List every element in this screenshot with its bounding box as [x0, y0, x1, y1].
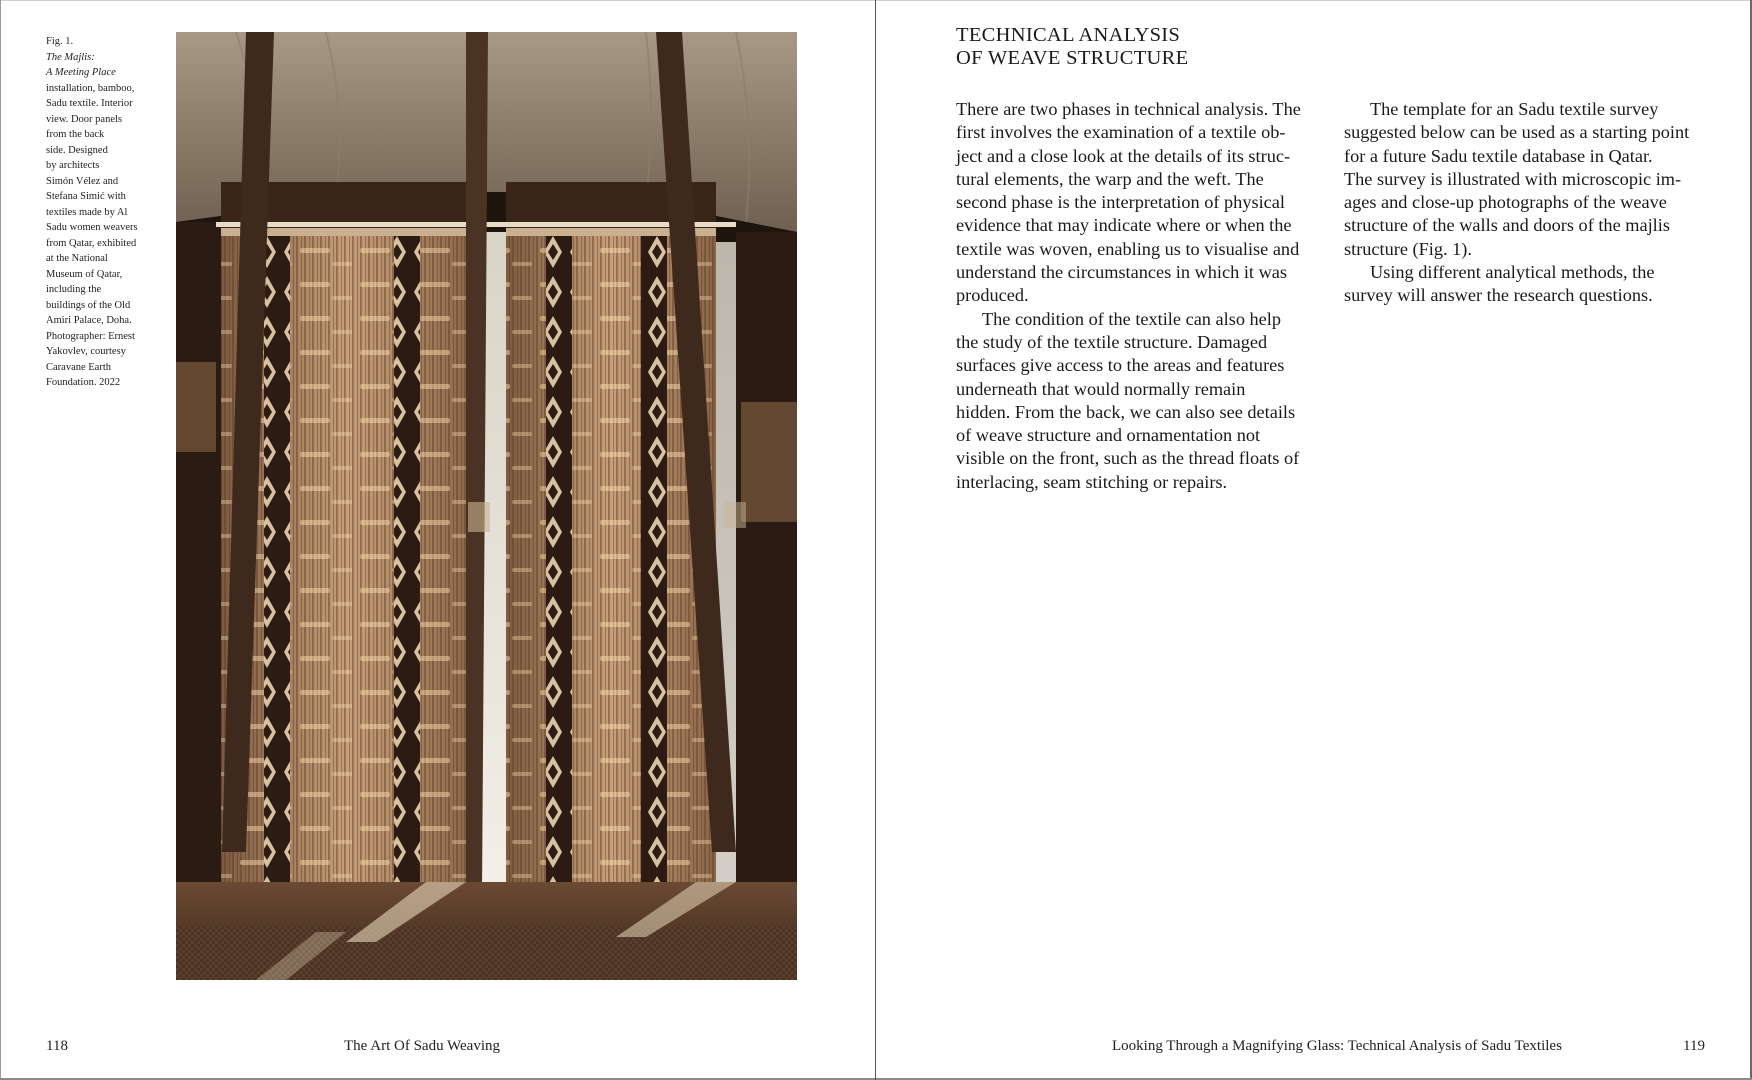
caption-line: Sadu women weavers	[46, 222, 138, 233]
running-footer-left: The Art Of Sadu Weaving	[344, 1038, 500, 1054]
body-line: structure of the walls and doors of the majlis	[1344, 215, 1670, 236]
body-line: There are two phases in technical analysis. The	[956, 99, 1301, 119]
caption-line: installation, bamboo,	[46, 82, 135, 94]
caption-line: Sadu textile. Interior	[46, 98, 133, 109]
body-line: suggested below can be used as a starting point	[1344, 122, 1690, 143]
body-line: hidden. From the back, we can also see details	[956, 401, 1296, 422]
caption-line: by architects	[46, 160, 100, 171]
body-line: of weave structure and ornamentation not	[956, 425, 1261, 446]
caption-line: Simón Vélez and	[46, 175, 119, 187]
body-column-1	[956, 98, 1328, 494]
body-line: surfaces give access to the areas and features	[956, 355, 1285, 376]
figure-caption	[46, 34, 154, 391]
caption-line: The Majlis:	[46, 51, 95, 63]
caption-line: Fig. 1.	[46, 36, 74, 47]
caption-line: from Qatar, exhibited	[46, 237, 137, 249]
photo-illustration	[176, 32, 797, 980]
body-line: structure (Fig. 1).	[1344, 238, 1472, 259]
caption-line: from the back	[46, 129, 105, 140]
body-line: second phase is the interpretation of physical	[956, 192, 1285, 213]
body-line: underneath that would normally remain	[956, 378, 1246, 399]
body-line: survey will answer the research questions.	[1344, 285, 1653, 306]
body-line: understand the circumstances in which it was	[956, 262, 1287, 283]
caption-line: buildings of the Old	[46, 299, 131, 311]
caption-line: Foundation. 2022	[46, 377, 121, 388]
body-line: visible on the front, such as the thread floats of	[956, 448, 1300, 469]
body-line: interlacing, seam stitching or repairs.	[956, 471, 1228, 492]
spine-gutter	[875, 0, 876, 1080]
caption-line: Photographer: Ernest	[46, 330, 135, 342]
page-number-right: 119	[1683, 1038, 1705, 1054]
body-line: Using different analytical methods, the	[1370, 262, 1655, 283]
body-line: The template for an Sadu textile survey	[1370, 99, 1659, 119]
body-column-2	[1344, 98, 1714, 308]
caption-line: Caravane Earth	[46, 361, 112, 373]
caption-line: Yakovlev, courtesy	[46, 346, 126, 357]
running-footer-right: Looking Through a Magnifying Glass: Technical Analysis of Sadu Textiles	[1112, 1038, 1562, 1054]
body-line: tural elements, the warp and the weft. The	[956, 168, 1264, 189]
caption-line: view. Door panels	[46, 113, 123, 125]
body-line: produced.	[956, 285, 1029, 306]
caption-line: side. Designed	[46, 144, 108, 156]
body-line: textile was woven, enabling us to visualise and	[956, 238, 1300, 259]
caption-line: including the	[46, 284, 102, 295]
caption-line: Museum of Qatar,	[46, 268, 123, 280]
caption-line: A Meeting Place	[46, 67, 116, 78]
figure-photo-majlis-door-panels	[176, 32, 797, 980]
caption-line: at the National	[46, 253, 108, 264]
heading-line-2: OF WEAVE STRUCTURE	[956, 47, 1189, 69]
body-line: evidence that may indicate where or when the	[956, 215, 1292, 236]
caption-line: Stefana Simić with	[46, 191, 126, 202]
caption-line: Amiri Palace, Doha.	[46, 315, 132, 326]
page-number-left: 118	[46, 1038, 68, 1054]
page-edge-top	[0, 0, 1752, 1]
body-line: the study of the textile structure. Damaged	[956, 331, 1268, 352]
body-line: The condition of the textile can also help	[982, 308, 1282, 329]
body-line: ject and a close look at the details of its struc-	[956, 145, 1291, 166]
section-heading	[956, 24, 1188, 70]
body-line: first involves the examination of a textile ob-	[956, 122, 1286, 143]
body-line: ages and close-up photographs of the weave	[1344, 192, 1667, 213]
body-line: for a future Sadu textile database in Qatar.	[1344, 145, 1653, 166]
heading-line-1: TECHNICAL ANALYSIS	[956, 24, 1181, 46]
body-line: The survey is illustrated with microscopic im-	[1344, 168, 1682, 189]
page-edge-left	[0, 0, 1, 1080]
caption-line: textiles made by Al	[46, 206, 128, 218]
